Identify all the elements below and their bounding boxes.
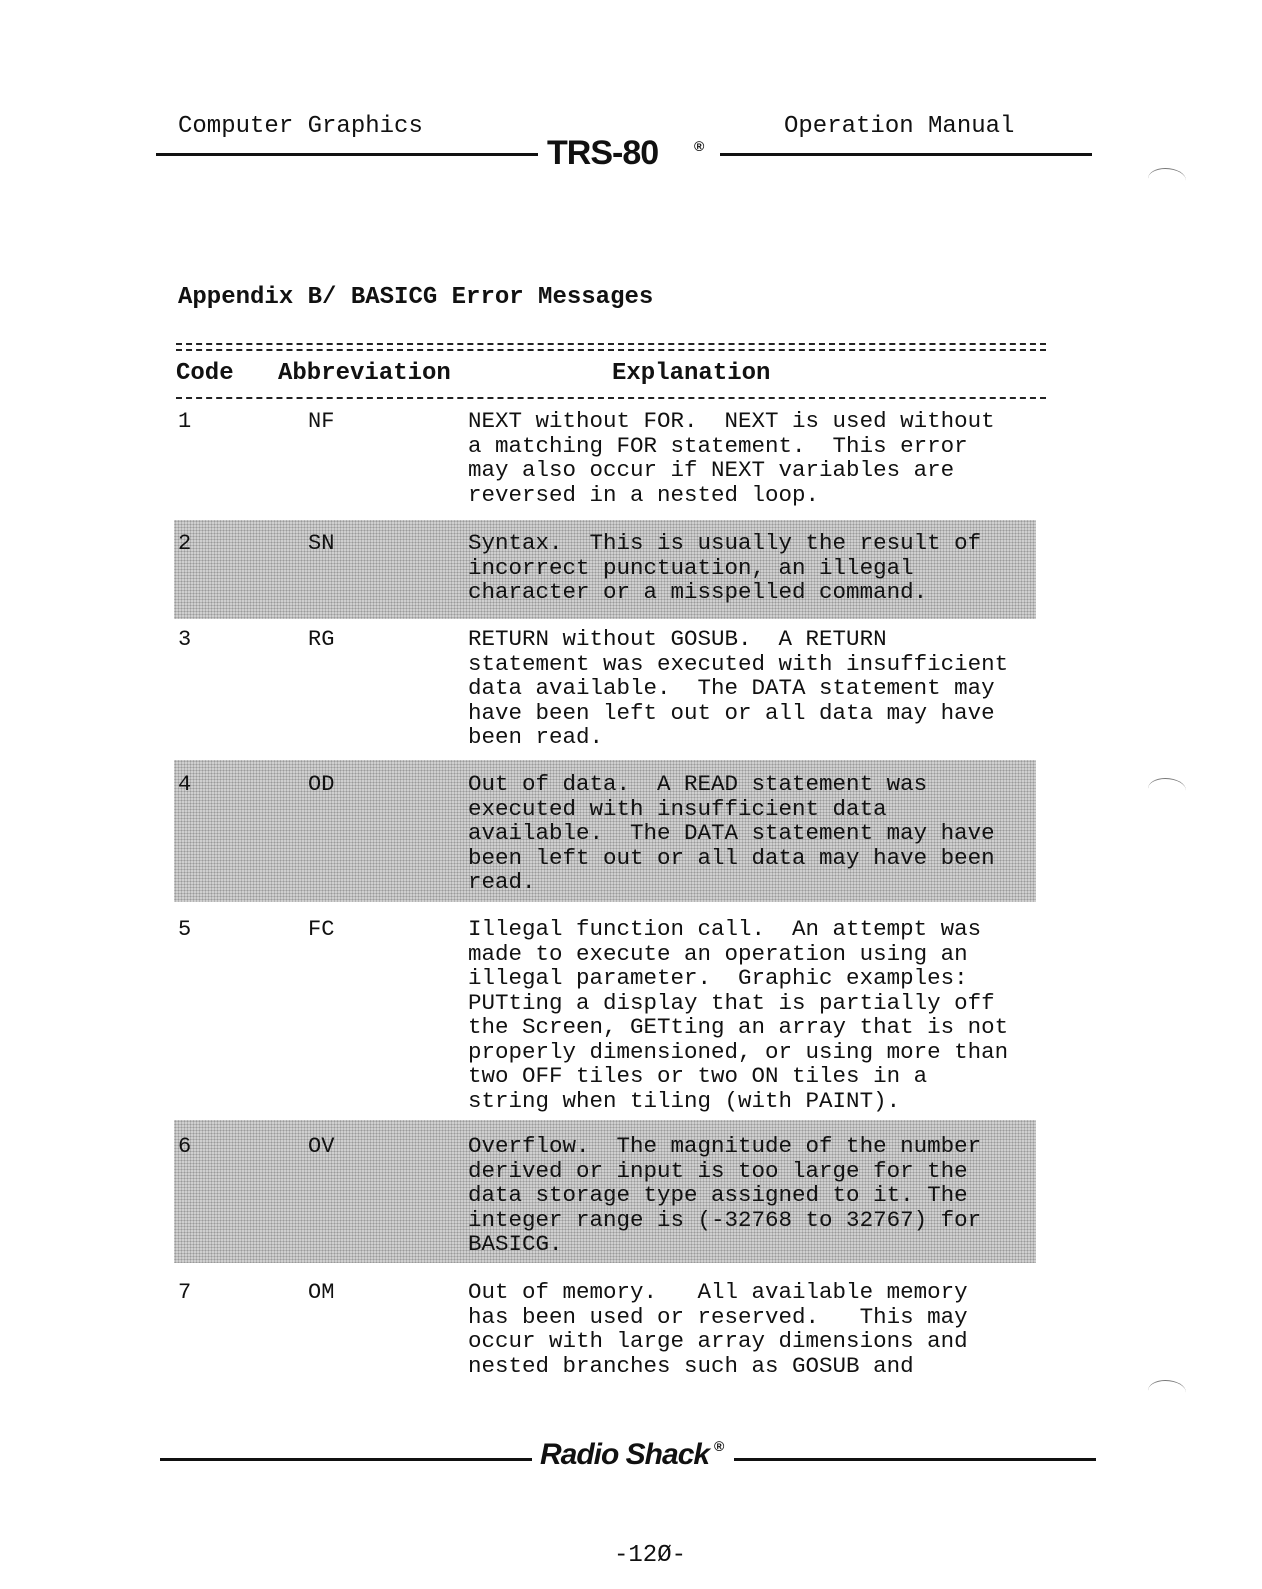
error-abbreviation: OD [308,772,335,797]
footer-registered-mark: ® [714,1438,725,1454]
error-explanation: RETURN without GOSUB. A RETURN statement was executed with insufficient data available. The DATA statement may have been left out or all data may have been read. [468,626,1009,750]
header-right-text: Operation Manual [784,113,1015,140]
error-abbreviation: SN [308,531,335,556]
column-header-explanation: Explanation [612,360,771,387]
column-header-abbreviation: Abbreviation [278,360,451,387]
error-code: 3 [178,627,192,652]
radio-shack-logo: Radio Shack [540,1438,710,1471]
header-rule-left [156,153,538,156]
error-abbreviation: OM [308,1280,335,1305]
error-abbreviation: NF [308,409,335,434]
registered-mark: ® [694,138,705,154]
page-number: -12Ø- [614,1542,687,1569]
table-header-rule [176,397,1046,399]
error-explanation: Out of data. A READ statement was executed with insufficient data available. The DATA statement may have been left out or all data may have been read. [468,771,995,895]
section-title: Appendix B/ BASICG Error Messages [178,284,654,311]
error-code: 7 [178,1280,192,1305]
binder-hole-mark [1148,168,1186,191]
error-explanation: NEXT without FOR. NEXT is used without a matching FOR statement. This error may also occur if NEXT variables are reversed in a nested loop. [468,408,995,508]
error-abbreviation: OV [308,1134,335,1159]
error-explanation: Illegal function call. An attempt was made to execute an operation using an illegal parameter. Graphic examples: PUTting a display that is partially off the Screen, GETting an array that is not properly dimensioned, or using more than two OFF tiles or two ON tiles in a string when tiling (with PAINT). [468,916,1009,1114]
header-left-text: Computer Graphics [178,113,423,140]
trs80-logo: TRS-80 [547,134,659,172]
error-code: 5 [178,917,192,942]
table-top-double-rule [176,343,1046,351]
error-abbreviation: FC [308,917,335,942]
error-code: 4 [178,772,192,797]
binder-hole-mark [1148,778,1186,801]
error-abbreviation: RG [308,627,335,652]
error-explanation: Out of memory. All available memory has been used or reserved. This may occur with large array dimensions and nested branches such as GOSUB and [468,1279,968,1379]
footer-rule-right [734,1458,1096,1461]
column-header-code: Code [176,360,234,387]
error-code: 1 [178,409,192,434]
error-code: 2 [178,531,192,556]
footer-rule-left [160,1458,532,1461]
header-rule-right [720,153,1092,156]
error-explanation: Overflow. The magnitude of the number derived or input is too large for the data storage type assigned to it. The integer range is (-32768 to 32767) for BASICG. [468,1133,982,1257]
error-explanation: Syntax. This is usually the result of incorrect punctuation, an illegal character or a misspelled command. [468,530,982,605]
binder-hole-mark [1148,1380,1186,1403]
error-code: 6 [178,1134,192,1159]
